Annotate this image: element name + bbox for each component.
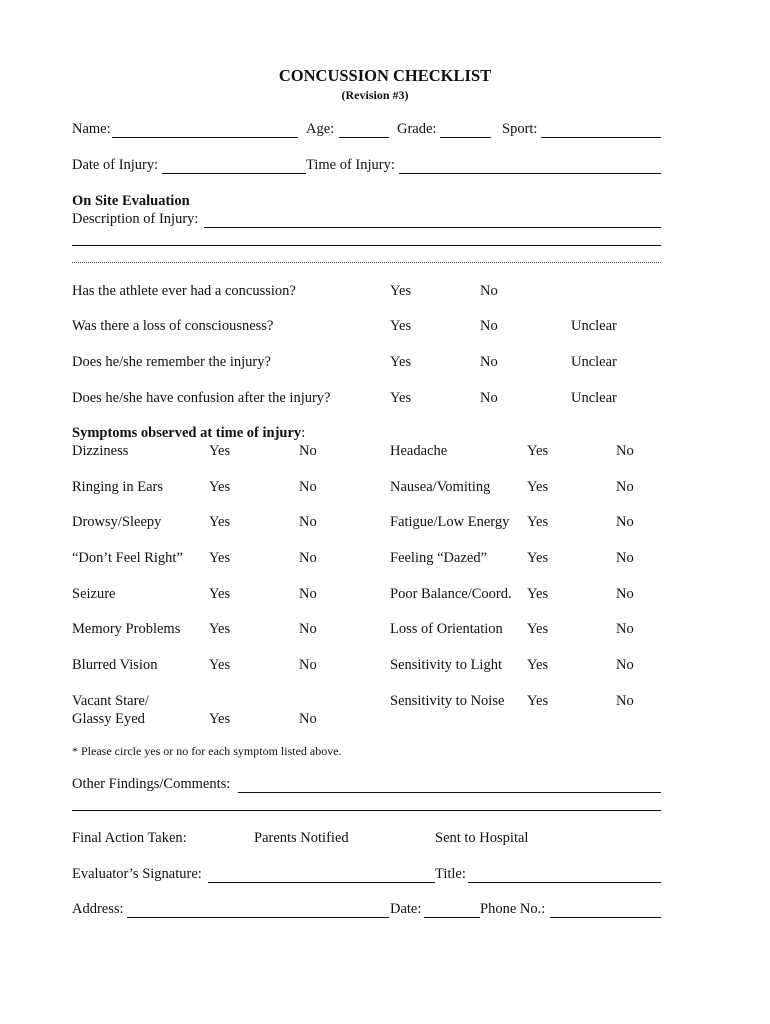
name-field[interactable]: [112, 137, 298, 138]
no-option[interactable]: No: [480, 283, 498, 299]
date-of-injury-field[interactable]: [162, 173, 306, 174]
symptom-no[interactable]: No: [299, 657, 317, 673]
symptom-no[interactable]: No: [299, 621, 317, 637]
symptom-no[interactable]: No: [299, 586, 317, 602]
symptom-yes[interactable]: Yes: [209, 479, 231, 495]
symptom-no[interactable]: No: [299, 711, 317, 727]
symptom-label: Seizure: [72, 586, 116, 602]
symptom-label: Ringing in Ears: [72, 479, 164, 495]
question-text: Does he/she have confusion after the injury?: [72, 390, 331, 406]
symptoms-heading: [72, 425, 305, 442]
symptom-no[interactable]: No: [616, 479, 634, 495]
date-field[interactable]: [424, 917, 480, 918]
symptom-no[interactable]: No: [299, 443, 317, 459]
no-option[interactable]: No: [480, 318, 498, 334]
other-findings-label: Other Findings/Comments:: [72, 776, 231, 792]
symptom-label: Memory Problems: [72, 621, 181, 637]
symptom-yes[interactable]: Yes: [209, 621, 231, 637]
symptoms-note: * Please circle yes or no for each symptom listed above.: [72, 744, 342, 758]
description-label: Description of Injury:: [72, 211, 199, 227]
symptom-no[interactable]: No: [616, 443, 634, 459]
yes-option[interactable]: Yes: [390, 318, 412, 334]
symptom-no[interactable]: No: [299, 550, 317, 566]
symptom-label: Nausea/Vomiting: [390, 479, 491, 495]
symptom-label: Loss of Orientation: [390, 621, 503, 637]
date-of-injury-label: Date of Injury:: [72, 157, 159, 173]
form-title: CONCUSSION CHECKLIST: [278, 66, 492, 85]
onsite-heading: On Site Evaluation: [72, 193, 190, 209]
symptom-label: Dizziness: [72, 443, 129, 459]
grade-field[interactable]: [440, 137, 491, 138]
unclear-option[interactable]: Unclear: [571, 318, 617, 334]
symptom-no[interactable]: No: [616, 693, 634, 709]
yes-option[interactable]: Yes: [390, 354, 412, 370]
symptom-no[interactable]: No: [299, 514, 317, 530]
phone-field[interactable]: [550, 917, 661, 918]
unclear-option[interactable]: Unclear: [571, 390, 617, 406]
description-line-2[interactable]: [72, 245, 661, 246]
symptom-label: Drowsy/Sleepy: [72, 514, 162, 530]
sport-field[interactable]: [541, 137, 661, 138]
description-field[interactable]: [204, 227, 661, 228]
symptom-no[interactable]: No: [616, 621, 634, 637]
time-of-injury-label: Time of Injury:: [306, 157, 395, 173]
age-label: Age:: [306, 121, 335, 137]
symptom-label: Headache: [390, 443, 448, 459]
unclear-option[interactable]: Unclear: [571, 354, 617, 370]
time-of-injury-field[interactable]: [399, 173, 661, 174]
symptom-yes[interactable]: Yes: [209, 514, 231, 530]
address-label: Address:: [72, 901, 124, 917]
symptom-no[interactable]: No: [616, 657, 634, 673]
address-field[interactable]: [127, 917, 389, 918]
symptom-yes[interactable]: Yes: [527, 621, 549, 637]
symptom-label: Fatigue/Low Energy: [390, 514, 510, 530]
sent-to-hospital-option[interactable]: Sent to Hospital: [435, 830, 529, 846]
symptom-yes[interactable]: Yes: [527, 514, 549, 530]
symptom-yes[interactable]: Yes: [527, 479, 549, 495]
no-option[interactable]: No: [480, 390, 498, 406]
symptom-label: Blurred Vision: [72, 657, 158, 673]
symptom-no[interactable]: No: [616, 550, 634, 566]
symptom-label: Sensitivity to Light: [390, 657, 502, 673]
symptom-yes[interactable]: Yes: [209, 586, 231, 602]
symptom-label-vacant-2: Glassy Eyed: [72, 711, 145, 727]
question-text: Has the athlete ever had a concussion?: [72, 283, 296, 299]
parents-notified-option[interactable]: Parents Notified: [254, 830, 349, 846]
symptoms-heading-text: Symptoms observed at time of injury: [72, 425, 302, 441]
phone-label: Phone No.:: [480, 901, 546, 917]
symptoms-heading-colon: :: [301, 425, 306, 441]
symptom-no[interactable]: No: [616, 514, 634, 530]
revision-label: (Revision #3): [341, 88, 409, 102]
other-findings-field[interactable]: [238, 792, 661, 793]
symptom-label: “Don’t Feel Right”: [72, 550, 183, 566]
symptom-yes[interactable]: Yes: [209, 657, 231, 673]
signature-label: Evaluator’s Signature:: [72, 866, 202, 882]
symptom-yes[interactable]: Yes: [209, 443, 231, 459]
symptom-yes[interactable]: Yes: [527, 586, 549, 602]
symptom-yes[interactable]: Yes: [209, 711, 231, 727]
question-text: Was there a loss of consciousness?: [72, 318, 274, 334]
other-findings-line-2[interactable]: [72, 810, 661, 811]
symptom-yes[interactable]: Yes: [527, 550, 549, 566]
age-field[interactable]: [339, 137, 389, 138]
title-field[interactable]: [468, 882, 661, 883]
symptom-label: Feeling “Dazed”: [390, 550, 488, 566]
symptom-no[interactable]: No: [616, 586, 634, 602]
symptom-label: Poor Balance/Coord.: [390, 586, 512, 602]
symptom-yes[interactable]: Yes: [209, 550, 231, 566]
title-label: Title:: [435, 866, 466, 882]
signature-field[interactable]: [208, 882, 435, 883]
symptom-label-vacant-1: Vacant Stare/: [72, 693, 149, 709]
name-label: Name:: [72, 121, 111, 137]
symptom-label: Sensitivity to Noise: [390, 693, 505, 709]
final-action-label: Final Action Taken:: [72, 830, 187, 846]
symptom-no[interactable]: No: [299, 479, 317, 495]
no-option[interactable]: No: [480, 354, 498, 370]
date-label: Date:: [390, 901, 422, 917]
sport-label: Sport:: [502, 121, 538, 137]
symptom-yes[interactable]: Yes: [527, 657, 549, 673]
symptom-yes[interactable]: Yes: [527, 443, 549, 459]
symptom-yes[interactable]: Yes: [527, 693, 549, 709]
grade-label: Grade:: [397, 121, 437, 137]
yes-option[interactable]: Yes: [390, 283, 412, 299]
description-line-3[interactable]: [72, 262, 661, 263]
yes-option[interactable]: Yes: [390, 390, 412, 406]
question-text: Does he/she remember the injury?: [72, 354, 271, 370]
